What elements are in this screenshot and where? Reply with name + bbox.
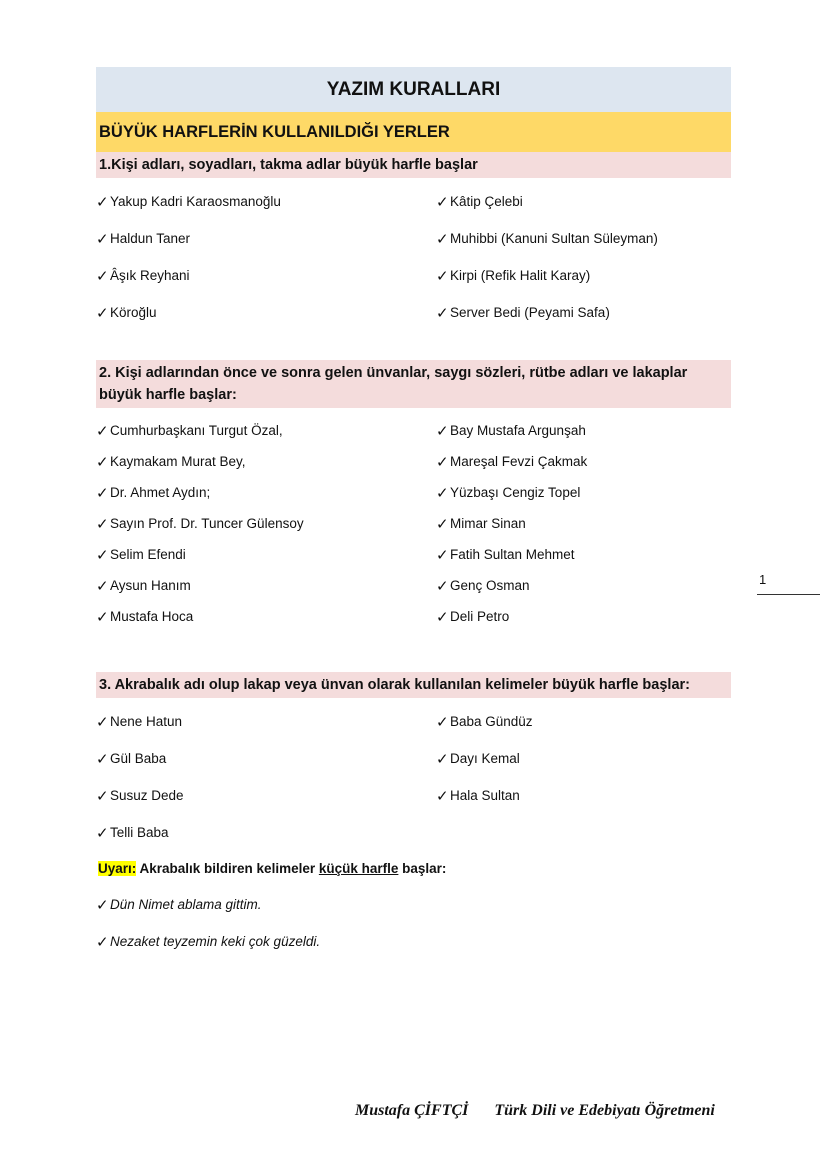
example-item: ✓ Âşık Reyhani <box>96 266 190 285</box>
check-icon: ✓ <box>96 229 109 248</box>
check-icon: ✓ <box>96 303 109 322</box>
page-number: 1 <box>759 572 767 587</box>
example-item: ✓ Dayı Kemal <box>436 749 520 768</box>
footer <box>355 1102 715 1120</box>
example-item: ✓ Bay Mustafa Argunşah <box>436 421 586 440</box>
check-icon: ✓ <box>436 545 449 564</box>
empty-cell <box>436 814 731 851</box>
example-item: ✓ Nene Hatun <box>96 712 183 731</box>
check-icon: ✓ <box>96 545 109 564</box>
example-item: ✓ Mimar Sinan <box>436 514 526 533</box>
example-item: ✓ Genç Osman <box>436 576 530 595</box>
example-item: ✓ Susuz Dede <box>96 786 184 805</box>
example-item: ✓ Kirpi (Refik Halit Karay) <box>436 266 591 285</box>
example-item: ✓ Deli Petro <box>436 607 510 626</box>
check-icon: ✓ <box>96 932 109 951</box>
warning-text: Akrabalık bildiren kelimeler <box>136 861 319 876</box>
check-icon: ✓ <box>96 786 109 805</box>
check-icon: ✓ <box>96 576 109 595</box>
example-item: ✓ Aysun Hanım <box>96 576 191 595</box>
example-item: ✓ Cumhurbaşkanı Turgut Özal, <box>96 421 283 440</box>
check-icon: ✓ <box>436 607 449 626</box>
example-item: ✓ Selim Efendi <box>96 545 186 564</box>
rule-2-heading: 2. Kişi adlarından önce ve sonra gelen ünvanlar, saygı sözleri, rütbe adları ve lakaplar büyük harfle başlar: <box>96 360 731 408</box>
check-icon: ✓ <box>96 266 109 285</box>
check-icon: ✓ <box>96 483 109 502</box>
warning-text-end: başlar: <box>398 861 447 876</box>
footer-author: Mustafa ÇİFTÇİ <box>355 1102 469 1119</box>
check-icon: ✓ <box>436 483 449 502</box>
rule-3-heading: 3. Akrabalık adı olup lakap veya ünvan olarak kullanılan kelimeler büyük harfle başlar: <box>96 672 731 698</box>
rule-3-examples <box>96 703 731 851</box>
example-item: ✓ Gül Baba <box>96 749 167 768</box>
check-icon: ✓ <box>436 303 449 322</box>
example-item: ✓ Dr. Ahmet Aydın; <box>96 483 211 502</box>
check-icon: ✓ <box>436 514 449 533</box>
example-item: ✓ Fatih Sultan Mehmet <box>436 545 575 564</box>
example-item: ✓ Baba Gündüz <box>436 712 533 731</box>
check-icon: ✓ <box>96 452 109 471</box>
check-icon: ✓ <box>96 514 109 533</box>
document-title: YAZIM KURALLARI <box>96 67 731 112</box>
check-icon: ✓ <box>436 229 449 248</box>
example-item: ✓ Haldun Taner <box>96 229 191 248</box>
example-item: ✓ Sayın Prof. Dr. Tuncer Gülensoy <box>96 514 304 533</box>
example-item: ✓ Mustafa Hoca <box>96 607 194 626</box>
example-item: ✓ Kâtip Çelebi <box>436 192 523 211</box>
check-icon: ✓ <box>96 749 109 768</box>
footer-job: Türk Dili ve Edebiyatı Öğretmeni <box>494 1102 715 1119</box>
warning-example: ✓ Nezaket teyzemin keki çok güzeldi. <box>96 932 321 951</box>
check-icon: ✓ <box>96 607 109 626</box>
example-item: ✓ Hala Sultan <box>436 786 520 805</box>
example-item: ✓ Muhibbi (Kanuni Sultan Süleyman) <box>436 229 658 248</box>
rule-1-heading: 1.Kişi adları, soyadları, takma adlar büyük harfle başlar <box>96 152 731 178</box>
warning-note <box>96 851 731 886</box>
rule-1-examples <box>96 183 731 331</box>
example-item: ✓ Telli Baba <box>96 823 169 842</box>
check-icon: ✓ <box>96 192 109 211</box>
check-icon: ✓ <box>436 266 449 285</box>
check-icon: ✓ <box>436 749 449 768</box>
check-icon: ✓ <box>436 452 449 471</box>
check-icon: ✓ <box>436 421 449 440</box>
check-icon: ✓ <box>436 786 449 805</box>
example-item: ✓ Köroğlu <box>96 303 157 322</box>
page-number-divider <box>757 594 820 595</box>
check-icon: ✓ <box>436 576 449 595</box>
section-heading: BÜYÜK HARFLERİN KULLANILDIĞI YERLER <box>96 112 731 152</box>
check-icon: ✓ <box>96 895 109 914</box>
check-icon: ✓ <box>96 421 109 440</box>
example-item: ✓ Kaymakam Murat Bey, <box>96 452 246 471</box>
check-icon: ✓ <box>96 712 109 731</box>
warning-label: Uyarı: <box>98 861 137 876</box>
warning-example: ✓ Dün Nimet ablama gittim. <box>96 895 262 914</box>
example-item: ✓ Mareşal Fevzi Çakmak <box>436 452 588 471</box>
example-item: ✓ Yakup Kadri Karaosmanoğlu <box>96 192 281 211</box>
check-icon: ✓ <box>96 823 109 842</box>
example-item: ✓ Yüzbaşı Cengiz Topel <box>436 483 581 502</box>
check-icon: ✓ <box>436 192 449 211</box>
example-item: ✓ Server Bedi (Peyami Safa) <box>436 303 610 322</box>
rule-2-examples <box>96 415 731 632</box>
check-icon: ✓ <box>436 712 449 731</box>
document-body <box>96 67 731 960</box>
warning-underlined: küçük harfle <box>318 861 399 876</box>
